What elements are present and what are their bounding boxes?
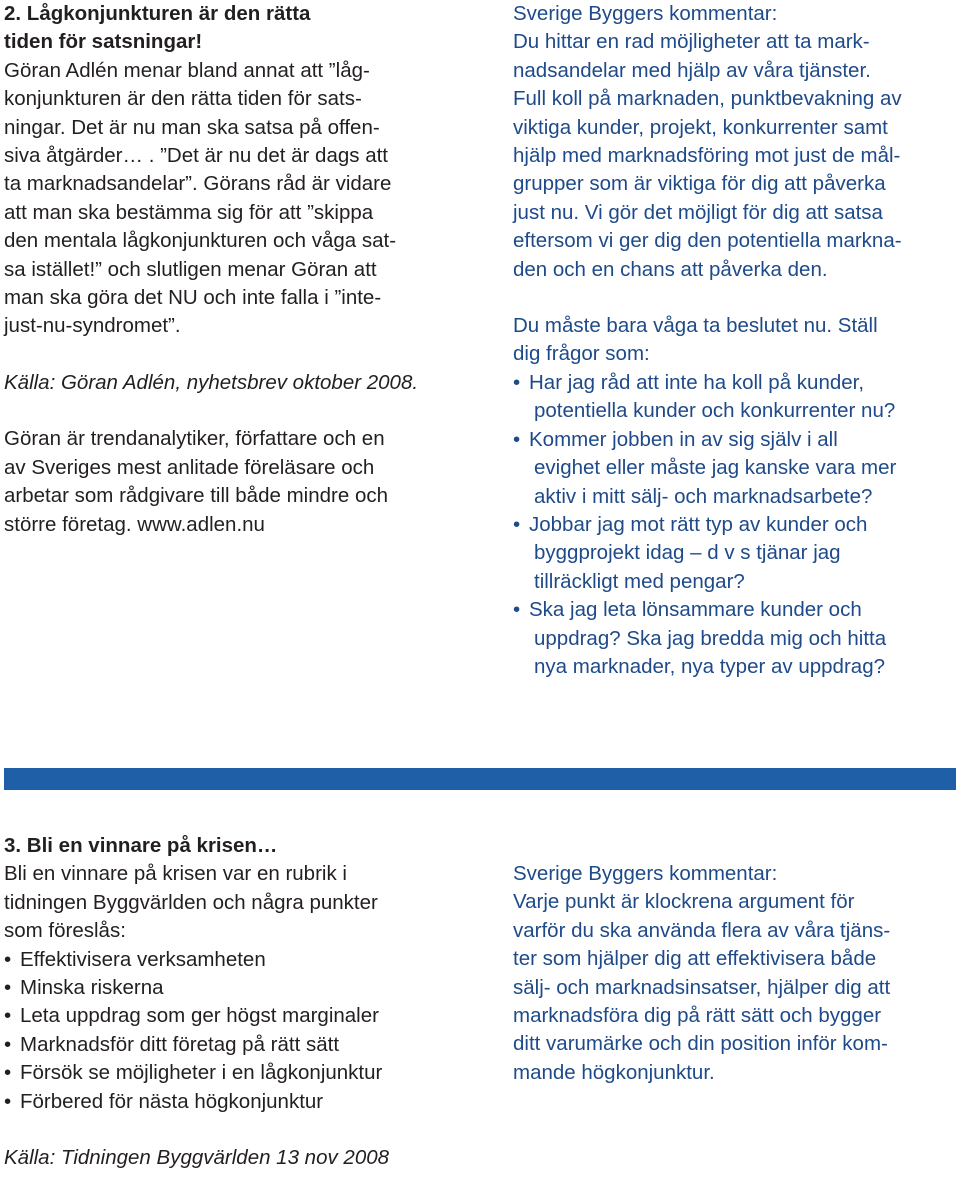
section-2-bio-line: Göran är trendanalytiker, författare och en [4,427,385,451]
comment-3-line: Varje punkt är klockrena argument för [513,890,855,914]
list-item-text: Minska riskerna [20,976,164,1000]
list-item [4,1031,464,1059]
section-2-body-line: sa istället!” och slutligen menar Göran att [4,257,377,281]
comment-2-line: Du måste bara våga ta beslutet nu. Ställ [513,314,878,338]
list-item [4,974,464,1002]
section-2 [4,0,464,539]
question-line: Kommer jobben in av sig själv i all [529,427,838,451]
bullet-icon: • [4,1032,12,1056]
comment-3-line: varför du ska använda flera av våra tjäns- [513,918,891,942]
comment-2-line: viktiga kunder, projekt, konkurrenter samt [513,115,888,139]
bullet-icon: • [4,947,12,971]
comment-2 [513,0,958,681]
comment-3-line: marknadsföra dig på rätt sätt och bygger [513,1004,882,1028]
question-line: Har jag råd att inte ha koll på kunder, [529,370,865,394]
section-3-intro-line: tidningen Byggvärlden och några punkter [4,890,378,914]
section-2-title-line: 2. Lågkonjunkturen är den rätta [4,2,311,25]
divider-bar [4,768,956,790]
list-item-text: Leta uppdrag som ger högst marginaler [20,1004,379,1028]
question-item [513,511,958,539]
section-2-body-line: ningar. Det är nu man ska satsa på offen- [4,115,380,139]
question-line: tillräckligt med pengar? [534,569,745,593]
list-item [4,1059,464,1087]
section-2-body-line: den mentala lågkonjunkturen och våga sat- [4,229,397,253]
comment-2-line: Du hittar en rad möjligheter att ta mark- [513,30,870,54]
question-item [513,426,958,454]
section-2-body-line: att man ska bestämma sig för att ”skippa [4,200,374,224]
comment-2-line: den och en chans att påverka den. [513,257,828,281]
comment-3-heading: Sverige Byggers kommentar: [513,862,778,885]
bullet-icon: • [513,512,521,536]
section-2-body-line: konjunkturen är den rätta tiden för sats- [4,87,362,111]
section-2-source: Källa: Göran Adlén, nyhetsbrev oktober 2008. [4,370,419,394]
comment-3-line: ter som hjälper dig att effektivisera både [513,947,877,971]
bullet-icon: • [513,370,521,394]
bullet-icon: • [4,1004,12,1028]
question-line: Ska jag leta lönsammare kunder och [529,598,862,622]
comment-3-line: ditt varumärke och din position inför kom- [513,1032,888,1056]
comment-2-line: Full koll på marknaden, punktbevakning av [513,87,902,111]
list-item [4,946,464,974]
question-line: byggprojekt idag – d v s tjänar jag [534,541,841,565]
section-3-intro-line: Bli en vinnare på krisen var en rubrik i [4,862,347,886]
comment-3 [513,860,958,1087]
list-item-text: Marknadsför ditt företag på rätt sätt [20,1032,340,1056]
question-line: evighet eller måste jag kanske vara mer [534,456,897,480]
section-3 [4,832,464,1172]
question-line: aktiv i mitt sälj- och marknadsarbete? [534,484,873,508]
question-line: nya marknader, nya typer av uppdrag? [534,654,885,678]
section-2-body-line: Göran Adlén menar bland annat att ”låg- [4,58,370,82]
section-2-title-line: tiden för satsningar! [4,30,203,54]
section-2-body-line: siva åtgärder… . ”Det är nu det är dags att [4,144,388,168]
question-item [513,369,958,397]
comment-2-heading: Sverige Byggers kommentar: [513,2,778,25]
section-2-bio-line: av Sveriges mest anlitade föreläsare och [4,455,375,479]
section-2-body-line: just-nu-syndromet”. [4,314,181,338]
list-item-text: Förbered för nästa högkonjunktur [20,1089,324,1113]
comment-2-line: just nu. Vi gör det möjligt för dig att satsa [513,200,883,224]
comment-2-line: dig frågor som: [513,342,650,366]
list-item-text: Effektivisera verksamheten [20,947,266,971]
comment-3-line: sälj- och marknadsinsatser, hjälper dig att [513,975,891,999]
question-line: potentiella kunder och konkurrenter nu? [534,399,896,423]
section-3-source: Källa: Tidningen Byggvärlden 13 nov 2008 [4,1146,390,1170]
question-line: Jobbar jag mot rätt typ av kunder och [529,512,868,536]
section-2-body-line: ta marknadsandelar”. Görans råd är vidare [4,172,392,196]
section-2-bio-line: arbetar som rådgivare till både mindre och [4,484,388,508]
section-3-title: 3. Bli en vinnare på krisen… [4,834,278,857]
comment-2-line: nadsandelar med hjälp av våra tjänster. [513,58,871,82]
bullet-icon: • [4,976,12,1000]
section-2-body-line: man ska göra det NU och inte falla i ”inte- [4,286,382,310]
section-3-intro-line: som föreslås: [4,919,126,943]
bullet-icon: • [4,1061,12,1085]
comment-3-line: mande högkonjunktur. [513,1060,715,1084]
list-item-text: Försök se möjligheter i en lågkonjunktur [20,1061,383,1085]
bullet-icon: • [513,598,521,622]
comment-2-line: eftersom vi ger dig den potentiella markna- [513,229,902,253]
bullet-icon: • [4,1089,12,1113]
question-line: uppdrag? Ska jag bredda mig och hitta [534,626,887,650]
list-item [4,1002,464,1030]
bullet-icon: • [513,427,521,451]
section-2-bio-line: större företag. www.adlen.nu [4,512,265,536]
question-item [513,596,958,624]
comment-2-line: grupper som är viktiga för dig att påverka [513,172,886,196]
list-item [4,1088,464,1116]
comment-2-line: hjälp med marknadsföring mot just de mål- [513,144,901,168]
